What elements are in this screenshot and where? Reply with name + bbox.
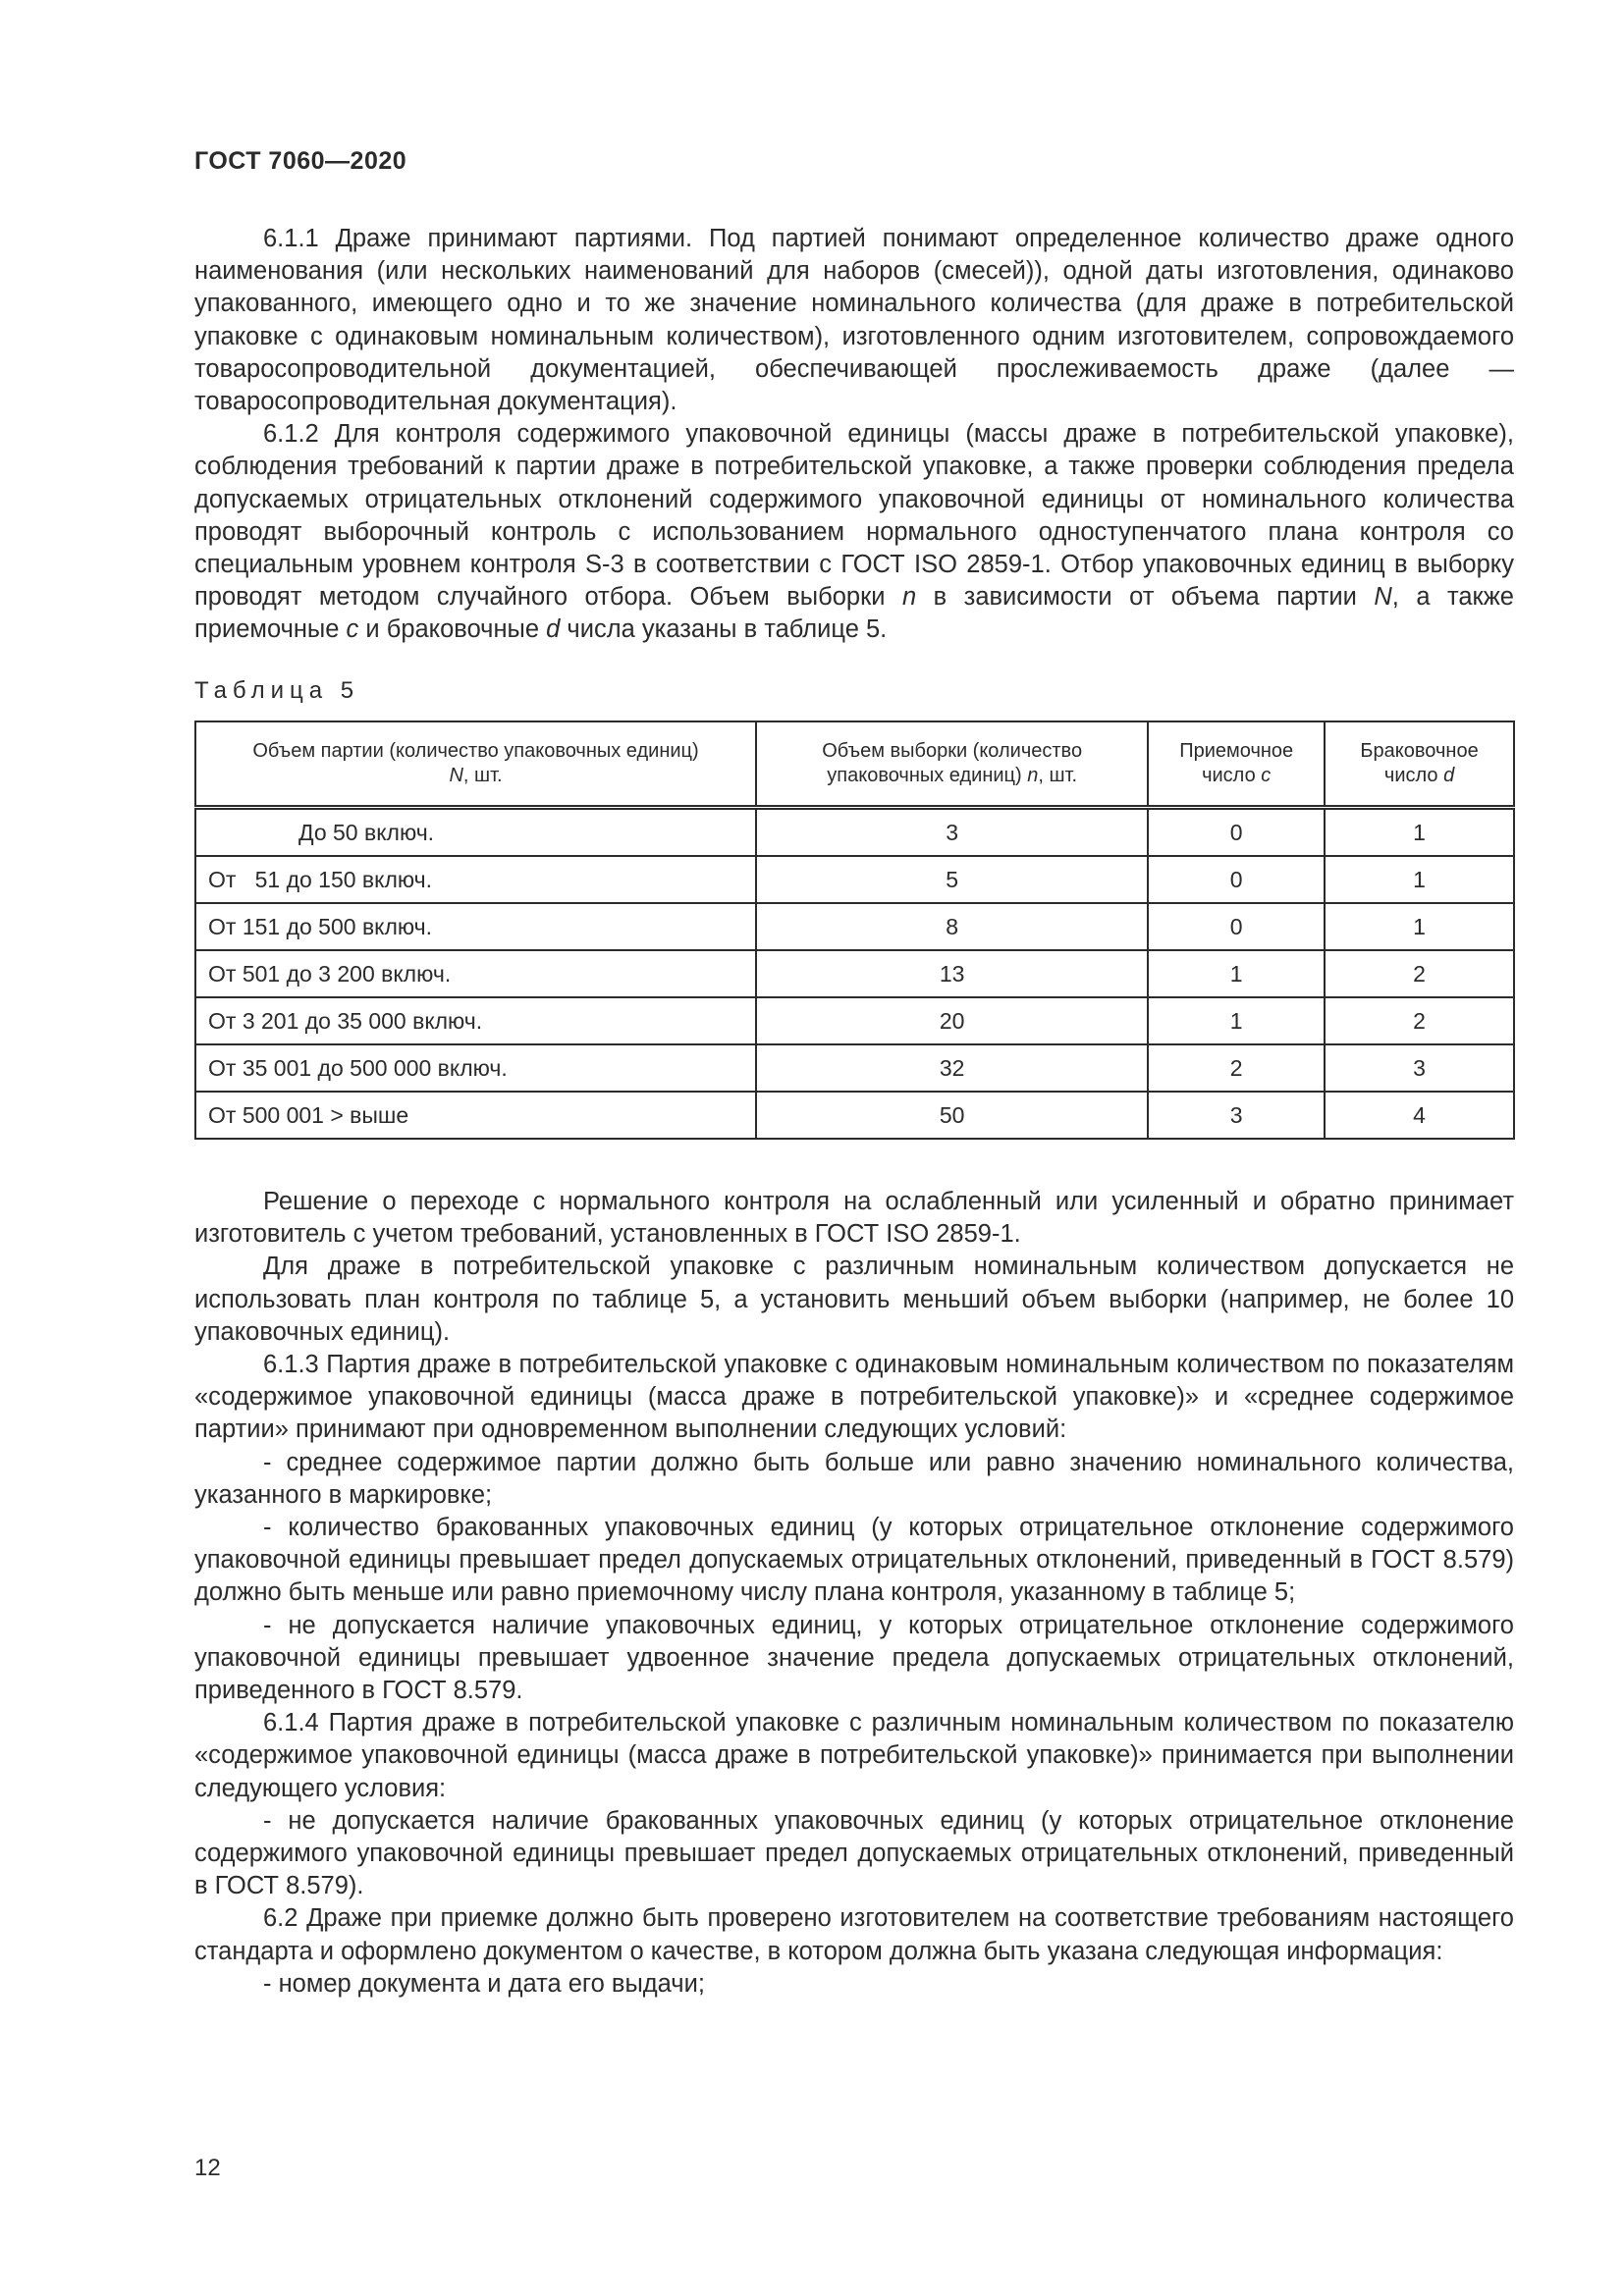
table-caption: Таблица 5: [194, 677, 360, 704]
header-rejection-label: Браковочное: [1360, 740, 1479, 762]
cell-rejection: 1: [1325, 808, 1514, 857]
cell-lot-size: От 3 201 до 35 000 включ.: [195, 997, 756, 1044]
header-sample-size-label2: упаковочных единиц): [827, 765, 1028, 786]
table-row: [195, 856, 1514, 903]
cell-sample-size: 50: [756, 1092, 1148, 1139]
cell-rejection: 4: [1325, 1092, 1514, 1139]
header-lot-size-unit: , шт.: [462, 765, 503, 786]
variable-c: c: [346, 615, 359, 644]
table-row: [195, 997, 1514, 1044]
paragraph-6-1-2: [194, 418, 1514, 646]
cell-rejection: 2: [1325, 997, 1514, 1044]
cell-sample-size: 13: [756, 950, 1148, 997]
cell-rejection: 1: [1325, 903, 1514, 950]
paragraph-text: и браковочные: [358, 615, 547, 644]
header-acceptance-label2: число: [1202, 765, 1262, 786]
paragraph-text: числа указаны в таблице 5.: [560, 615, 888, 644]
paragraph-6-1-3: 6.1.3 Партия драже в потребительской упаковке с одинаковым номинальным количеством по показателям «содержимое упаковочной единицы (масса драже в потребительской упаковке)» и «среднее содержимое партии» принимают при одновременном выполнении следующих условий:: [194, 1351, 1514, 1444]
cell-sample-size: 8: [756, 903, 1148, 950]
document-header: ГОСТ 7060—2020: [194, 147, 407, 175]
table-row: [195, 903, 1514, 950]
header-rejection-label2: число: [1383, 765, 1444, 786]
header-acceptance-number: [1148, 721, 1325, 808]
paragraph-text: , а также приемочные: [194, 583, 1514, 644]
header-lot-size: [195, 721, 756, 808]
cell-lot-size: От 51 до 150 включ.: [195, 856, 756, 903]
list-item: - не допускается наличие упаковочных единиц, у которых отрицательное отклонение содержимого упаковочной единицы превышает удвоенное значение предела допускаемых отрицательных отклонений, приведенного в ГОСТ 8.579.: [194, 1611, 1514, 1705]
table-row: [195, 950, 1514, 997]
paragraph-different-quantity: Для драже в потребительской упаковке с различным номинальным количеством допускается не использовать план контроля по таблице 5, а установить меньший объем выборки (например, не более 10 упаковочных единиц).: [194, 1253, 1514, 1346]
table-row: [195, 1044, 1514, 1092]
cell-sample-size: 20: [756, 997, 1148, 1044]
paragraph-control-switch: Решение о переходе с нормального контроля на ослабленный или усиленный и обратно принимает изготовитель с учетом требований, установленных в ГОСТ ISO 2859-1.: [194, 1188, 1514, 1249]
header-lot-size-label: Объем партии (количество упаковочных единиц): [252, 740, 699, 762]
list-item: - номер документа и дата его выдачи;: [263, 1969, 705, 1998]
cell-acceptance: 0: [1148, 856, 1325, 903]
cell-lot-size: От 501 до 3 200 включ.: [195, 950, 756, 997]
list-item: - не допускается наличие бракованных упаковочных единиц (у которых отрицательное отклонение содержимого упаковочной единицы превышает предел допускаемых отрицательных отклонений, приведенный в ГОСТ 8.579).: [194, 1806, 1514, 1900]
header-rejection-var: d: [1443, 765, 1455, 786]
cell-acceptance: 0: [1148, 808, 1325, 857]
header-acceptance-label: Приемочное: [1179, 740, 1294, 762]
cell-lot-size: До 50 включ.: [195, 808, 756, 857]
cell-sample-size: 32: [756, 1044, 1148, 1092]
header-sample-size-var: n: [1027, 765, 1039, 786]
cell-lot-size: От 35 001 до 500 000 включ.: [195, 1044, 756, 1092]
cell-rejection: 1: [1325, 856, 1514, 903]
cell-lot-size: От 500 001 > выше: [195, 1092, 756, 1139]
sampling-plan-table: [194, 721, 1515, 1140]
paragraph-6-1-4: 6.1.4 Партия драже в потребительской упаковке с различным номинальным количеством по показателю «содержимое упаковочной единицы (масса драже в потребительской упаковке)» принимается при выполнении следующего условия:: [194, 1709, 1514, 1802]
cell-acceptance: 1: [1148, 950, 1325, 997]
page-number: 12: [194, 2155, 221, 2181]
cell-rejection: 3: [1325, 1044, 1514, 1092]
cell-rejection: 2: [1325, 950, 1514, 997]
paragraph-6-2: 6.2 Драже при приемке должно быть проверено изготовителем на соответствие требованиям настоящего стандарта и оформлено документом о качестве, в котором должна быть указана следующая информация:: [194, 1904, 1514, 1965]
section-bottom: [194, 1186, 1514, 2001]
cell-lot-size: От 151 до 500 включ.: [195, 903, 756, 950]
variable-N: N: [1374, 583, 1392, 612]
section-top: [194, 223, 1514, 647]
list-item: - среднее содержимое партии должно быть больше или равно значению номинального количества, указанного в маркировке;: [194, 1448, 1514, 1509]
table-row: [195, 808, 1514, 857]
cell-acceptance: 2: [1148, 1044, 1325, 1092]
header-acceptance-var: c: [1261, 765, 1272, 786]
table-header-row: [195, 721, 1514, 808]
cell-acceptance: 0: [1148, 903, 1325, 950]
paragraph-text: в зависимости от объема партии: [916, 583, 1375, 612]
paragraph-6-1-1: 6.1.1 Драже принимают партиями. Под партией понимают определенное количество драже одного наименования (или нескольких наименований для наборов (смесей)), одной даты изготовления, одинаково упакованного, имеющего одно и то же значение номинального количества (для драже в потребительской упаковке с одинаковым номинальным количеством), изготовленного одним изготовителем, сопровождаемого товаросопроводительной документацией, обеспечивающей прослеживаемость драже (далее — товаросопроводительная документация).: [194, 225, 1514, 416]
header-lot-size-var: N: [449, 765, 463, 786]
list-item: - количество бракованных упаковочных единиц (у которых отрицательное отклонение содержимого упаковочной единицы превышает предел допускаемых отрицательных отклонений, приведенный в ГОСТ 8.579) должно быть меньше или равно приемочному числу плана контроля, указанному в таблице 5;: [194, 1514, 1514, 1607]
variable-n: n: [901, 583, 917, 612]
cell-sample-size: 3: [756, 808, 1148, 857]
variable-d: d: [546, 615, 561, 644]
header-sample-size-label: Объем выборки (количество: [822, 740, 1083, 762]
cell-acceptance: 3: [1148, 1092, 1325, 1139]
header-rejection-number: [1325, 721, 1514, 808]
table-row: [195, 1092, 1514, 1139]
header-sample-size: [756, 721, 1148, 808]
cell-acceptance: 1: [1148, 997, 1325, 1044]
paragraph-text: 6.1.2 Для контроля содержимого упаковочной единицы (массы драже в потребительской упаковке), соблюдения требований к партии драже в потребительской упаковке, а также проверки соблюдения предела допускаемых отрицательных отклонений содержимого упаковочной единицы от номинального количества проводят выборочный контроль с использованием нормального одноступенчатого плана контроля со специальным уровнем контроля S-3 в соответствии с ГОСТ ISO 2859-1. Отбор упаковочных единиц в выборку проводят методом случайного отбора. Объем выборки: [194, 420, 1514, 612]
cell-sample-size: 5: [756, 856, 1148, 903]
header-sample-size-unit: , шт.: [1038, 765, 1078, 786]
